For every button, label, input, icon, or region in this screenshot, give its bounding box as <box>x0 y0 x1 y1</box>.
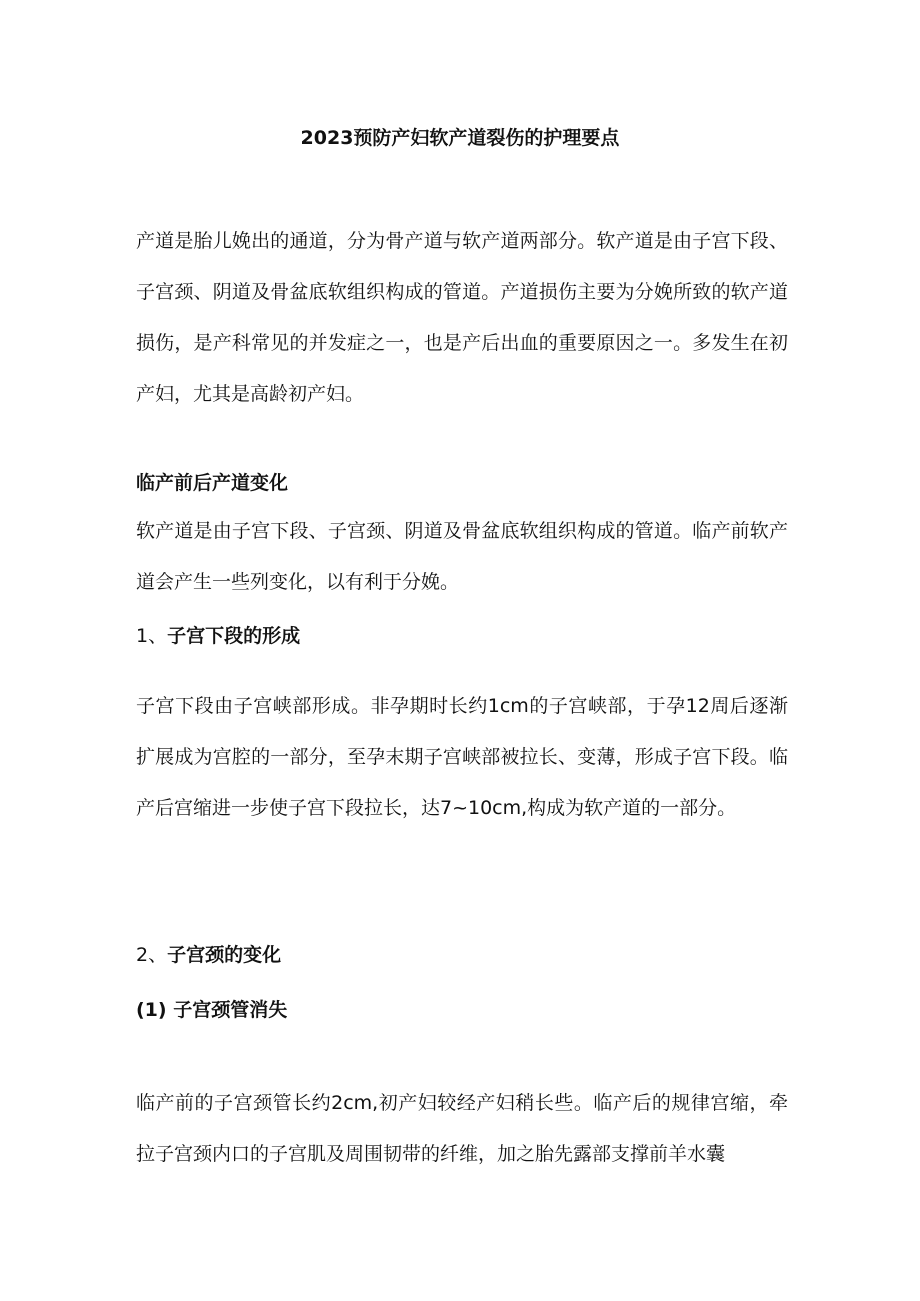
document-title: 2023预防产妇软产道裂伤的护理要点 <box>300 127 620 149</box>
item-2-title: 子宫颈的变化 <box>167 944 282 966</box>
item-1-paragraph: 子宫下段由子宫峡部形成。非孕期时长约1cm的子宫峡部，于孕12周后逐渐扩展成为宫腔的一部分，至孕末期子宫峡部被拉长、变薄，形成子宫下段。临产后宫缩进一步使子宫下段拉长，达7~10cm,构成为软产道的一部分。 <box>136 695 788 819</box>
sub-1-heading <box>136 996 788 1024</box>
sub-1-number: (1) <box>136 999 167 1021</box>
item-1-heading <box>136 622 788 650</box>
item-1-number: 1、 <box>136 625 168 647</box>
item-1-title: 子宫下段的形成 <box>167 625 301 647</box>
item-2-number: 2、 <box>136 944 168 966</box>
sub-1-paragraph: 临产前的子宫颈管长约2cm,初产妇较经产妇稍长些。临产后的规律宫缩，牵拉子宫颈内口的子宫肌及周围韧带的纤维，加之胎先露部支撑前羊水囊 <box>136 1092 788 1165</box>
section-paragraph: 软产道是由子宫下段、子宫颈、阴道及骨盆底软组织构成的管道。临产前软产道会产生一些列变化，以有利于分娩。 <box>136 520 788 593</box>
intro-paragraph: 产道是胎儿娩出的通道，分为骨产道与软产道两部分。软产道是由子宫下段、子宫颈、阴道及骨盆底软组织构成的管道。产道损伤主要为分娩所致的软产道损伤，是产科常见的并发症之一，也是产后出血的重要原因之一。多发生在初产妇，尤其是高龄初产妇。 <box>136 230 788 405</box>
item-2-heading <box>136 941 788 969</box>
section-heading: 临产前后产道变化 <box>136 472 289 494</box>
sub-1-title: 子宫颈管消失 <box>173 999 288 1021</box>
